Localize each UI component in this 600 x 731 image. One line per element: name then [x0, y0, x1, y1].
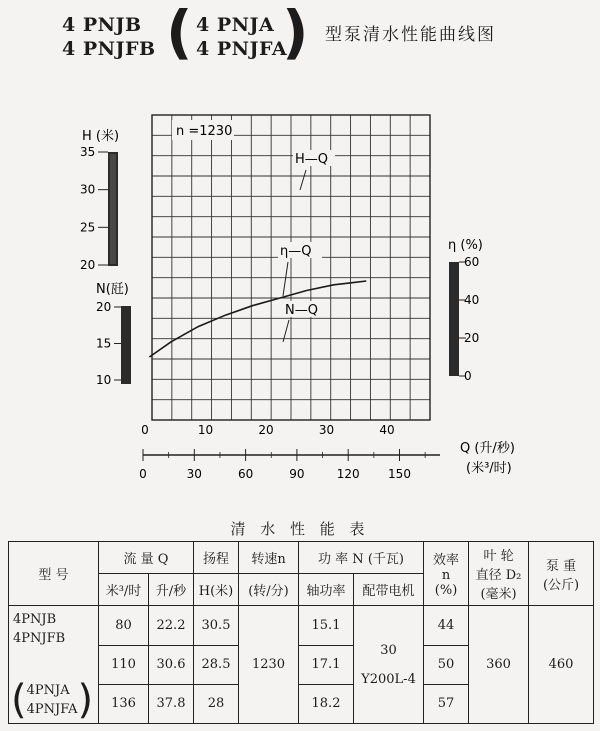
impeller-title: 叶 轮 [483, 549, 514, 565]
header-speed: 转速n [239, 542, 299, 574]
header-flow-m3h: 米³/时 [99, 574, 149, 606]
header-flow: 流 量 Q [99, 542, 194, 574]
model-name-3: 4 PNJA [196, 14, 275, 36]
flow-m3h-cell: 136 [99, 684, 149, 723]
x-axis-label: Q (升/秒) [460, 441, 515, 456]
secondary-x-tick-label: 60 [237, 467, 254, 481]
motor-model: Y200L-4 [361, 671, 416, 687]
header-flow-ls: 升/秒 [149, 574, 194, 606]
power-scale-bar [121, 306, 131, 384]
curve-label-nq: N—Q [285, 303, 318, 318]
header-speed-unit: (转/分) [239, 574, 299, 606]
x-tick-label: 10 [197, 423, 214, 437]
model-list-top [13, 610, 65, 648]
left-parenthesis: ( [166, 0, 193, 66]
head-tick-label: 30 [80, 182, 96, 197]
head-cell: 28.5 [194, 645, 239, 684]
power-axis-label: N(瓩) [96, 282, 129, 297]
header-efficiency [424, 542, 469, 606]
shaft-power-cell: 17.1 [299, 645, 354, 684]
weight-cell: 460 [529, 606, 594, 724]
table-title: 清 水 性 能 表 [230, 520, 370, 538]
model-4pnjb: 4PNJB [13, 612, 57, 628]
secondary-x-tick-label: 30 [186, 467, 202, 481]
secondary-x-tick-label: 0 [139, 467, 147, 481]
header-head: 扬程 [194, 542, 239, 574]
flow-ls-cell: 37.8 [149, 684, 194, 723]
efficiency-tick-label: 0 [464, 369, 472, 383]
eta-leader-line [283, 262, 288, 296]
flow-m3h-cell: 80 [99, 606, 149, 645]
model-4pnjfa: 4PNJFA [26, 702, 78, 717]
curve-label-eta: η—Q [280, 244, 312, 259]
motor-kw: 30 [380, 642, 397, 658]
head-axis-label: H (米) [82, 129, 120, 144]
power-tick-label: 20 [96, 300, 112, 314]
power-tick-label: 10 [96, 373, 112, 387]
secondary-x-axis-label: (米³/时) [466, 461, 512, 476]
efficiency-scale-bar [449, 262, 459, 376]
model-right-paren: ) [77, 677, 94, 723]
shaft-power-cell: 18.2 [299, 684, 354, 723]
x-tick-label: 0 [141, 423, 149, 437]
chart-title: 型泵清水性能曲线图 [325, 25, 496, 45]
header-motor: 配带电机 [354, 574, 424, 606]
header-model: 型 号 [9, 542, 99, 606]
flow-m3h-cell: 110 [99, 645, 149, 684]
impeller-cell: 360 [469, 606, 529, 724]
efficiency-tick-label: 20 [464, 331, 480, 345]
header-head-unit: H(米) [194, 574, 239, 606]
model-4pnja: 4PNJA [26, 683, 70, 698]
table-row [9, 606, 594, 645]
flow-ls-cell: 30.6 [149, 645, 194, 684]
hq-leader-line [300, 170, 306, 190]
x-axis-ticks [141, 423, 394, 437]
head-tick-label: 35 [80, 145, 96, 159]
secondary-x-tick-label: 150 [388, 467, 411, 481]
header-power: 功 率 N (千瓦) [299, 542, 424, 574]
model-name-4: 4 PNJFA [196, 38, 288, 60]
efficiency-tick-label: 60 [464, 255, 480, 269]
efficiency-cell: 50 [424, 645, 469, 684]
efficiency-unit: (%) [434, 583, 458, 599]
header-weight [529, 542, 594, 606]
header-shaft-power: 轴功率 [299, 574, 354, 606]
head-tick-label: 25 [80, 220, 96, 235]
speed-cell: 1230 [239, 606, 299, 724]
performance-table [8, 541, 594, 724]
model-cell [9, 606, 99, 724]
weight-unit: (公斤) [542, 577, 580, 593]
impeller-diameter: 直径 D₂ [475, 568, 522, 584]
shaft-power-cell: 15.1 [299, 606, 354, 645]
efficiency-title: 效率 [433, 553, 460, 569]
efficiency-axis-label: η (%) [448, 238, 483, 253]
model-list-bottom [11, 677, 94, 723]
secondary-x-tick-label: 120 [336, 467, 360, 481]
chart-grid [152, 115, 430, 420]
head-cell: 28 [194, 684, 239, 723]
right-axis-ticks [459, 255, 479, 383]
weight-title: 泵 重 [545, 558, 577, 574]
right-parenthesis: ) [282, 0, 309, 66]
secondary-x-axis-ticks [139, 449, 425, 481]
model-name-1: 4 PNJB [62, 14, 142, 36]
x-tick-label: 30 [318, 423, 335, 437]
flow-ls-cell: 22.2 [149, 606, 194, 645]
power-tick-label: 15 [96, 336, 112, 351]
head-cell: 30.5 [194, 606, 239, 645]
model-name-2: 4 PNJFB [62, 38, 156, 60]
header-impeller [469, 542, 529, 606]
secondary-x-tick-label: 90 [289, 467, 305, 481]
efficiency-curve [149, 281, 366, 357]
x-tick-label: 40 [379, 423, 395, 437]
efficiency-cell: 57 [424, 684, 469, 723]
motor-cell [354, 606, 424, 724]
impeller-unit: (毫米) [480, 587, 517, 603]
x-tick-label: 20 [258, 423, 274, 437]
head-tick-label: 20 [80, 258, 96, 272]
efficiency-tick-label: 40 [464, 293, 480, 307]
speed-label: n =1230 [176, 124, 233, 139]
model-4pnjfb: 4PNJFB [13, 631, 66, 647]
efficiency-symbol: n [441, 568, 451, 584]
model-left-paren: ( [11, 677, 27, 723]
curve-label-hq: H—Q [295, 152, 329, 167]
efficiency-cell: 44 [424, 606, 469, 645]
